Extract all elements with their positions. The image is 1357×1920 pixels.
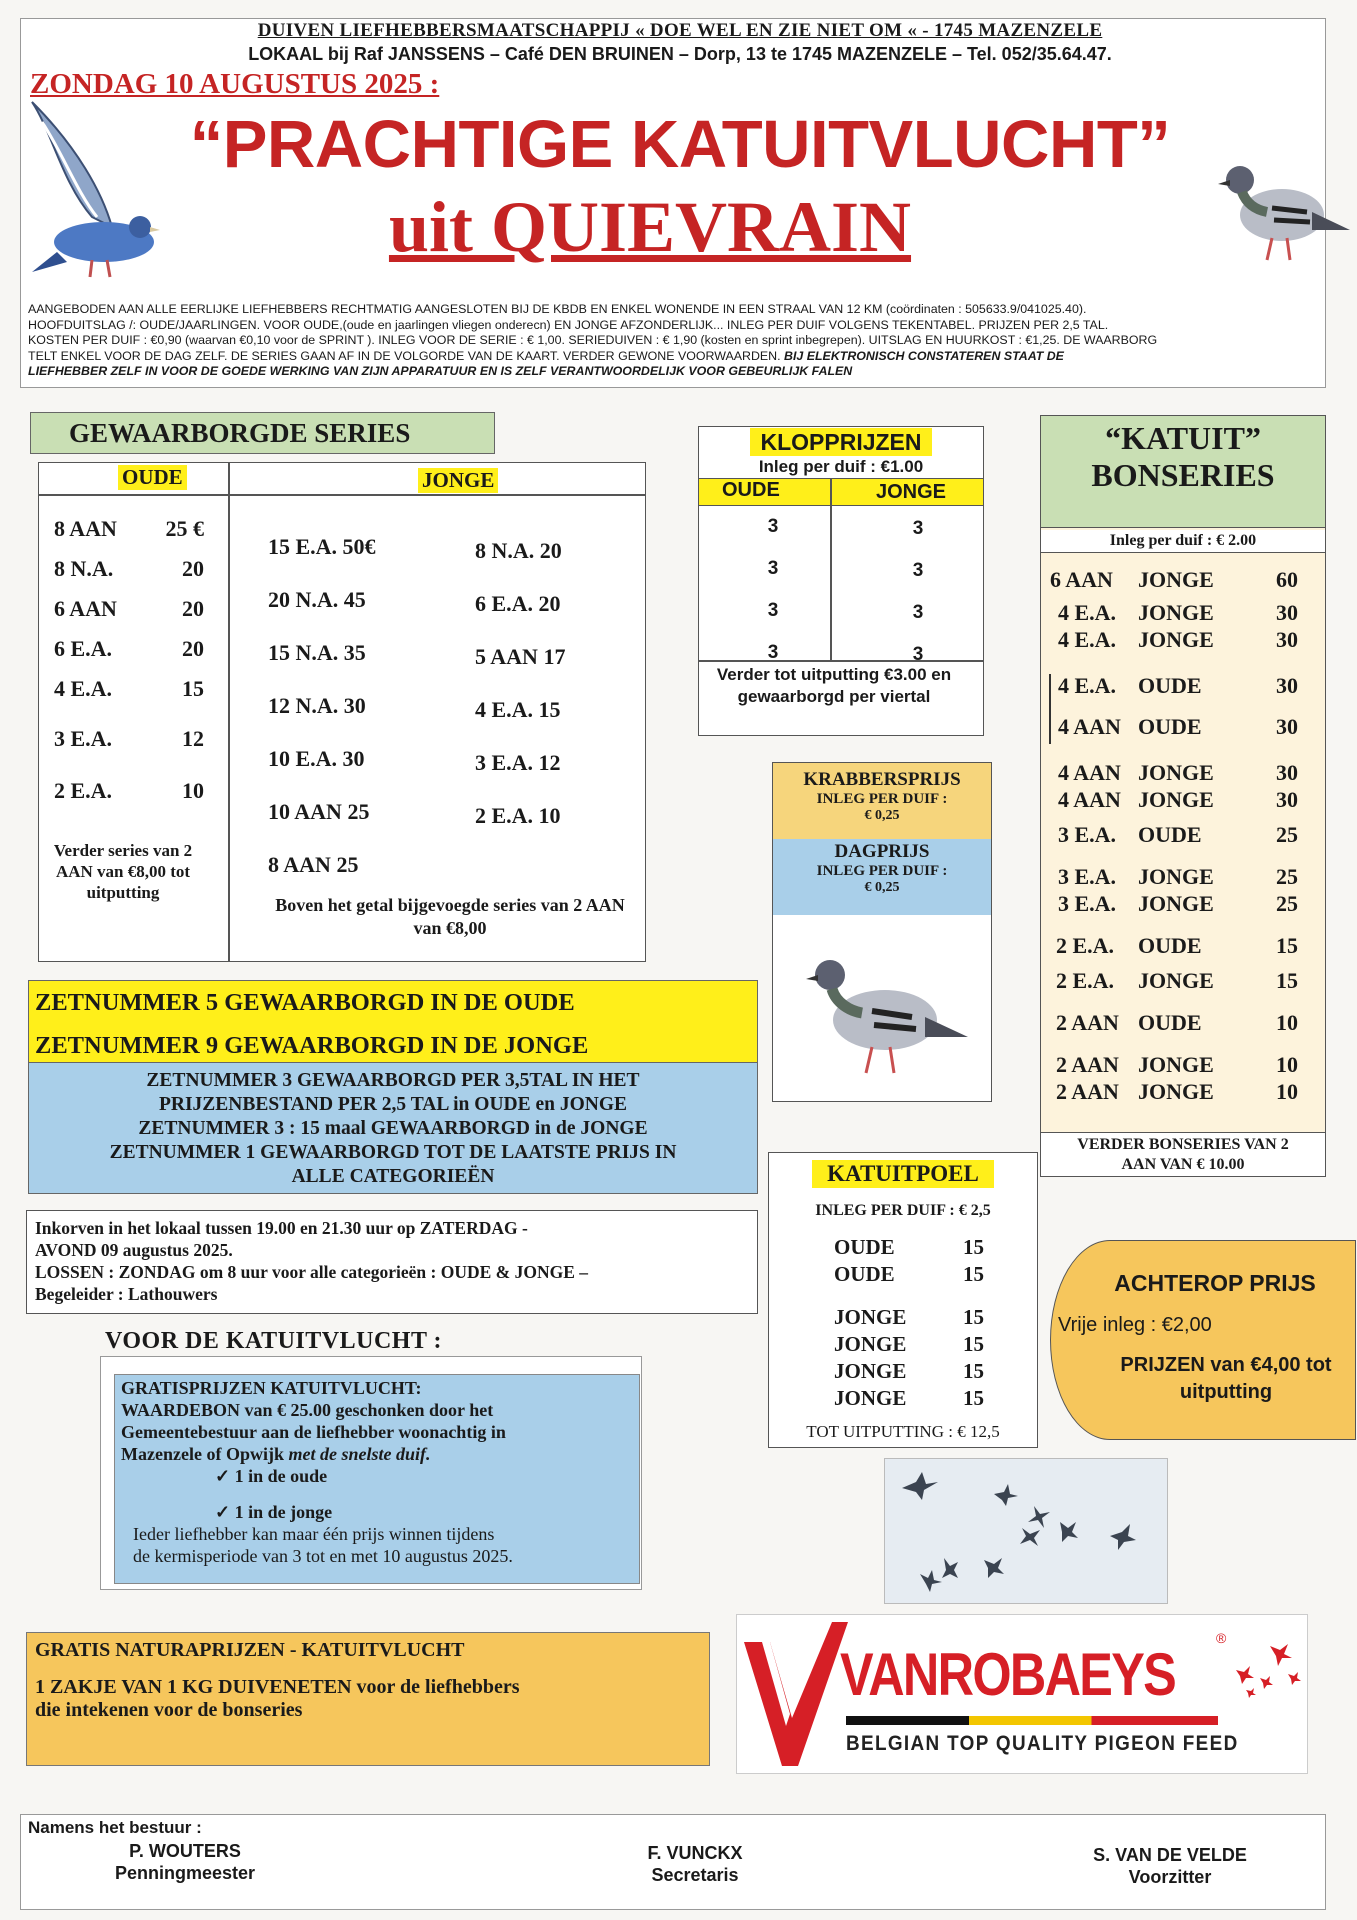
katuitpoel-row: OUDE 15 xyxy=(834,1262,984,1286)
flying-birds-icon xyxy=(1226,1640,1306,1704)
series-row: 5 AAN 17 xyxy=(475,644,566,669)
jonge-series-note: Boven het getal bijgevoegde series van 2 AAN van €8,00 xyxy=(275,895,625,938)
signatory-treasurer xyxy=(90,1840,280,1884)
gratisprijzen-text: WAARDEBON van € 25.00 geschonken door het xyxy=(121,1400,494,1420)
inkorven-line: LOSSEN : ZONDAG om 8 uur voor alle categorieën : OUDE & JONGE – xyxy=(35,1262,589,1282)
natura-box xyxy=(26,1632,710,1766)
checkmark-logo-icon xyxy=(740,1618,850,1768)
series-row: 6 E.A. 20 xyxy=(475,591,561,616)
achterop-title: ACHTEROP PRIJS xyxy=(1114,1270,1316,1296)
series-row: 15 N.A. 35 xyxy=(268,640,366,665)
pigeon-flying-icon xyxy=(22,92,162,282)
gratisprijzen-box xyxy=(114,1374,640,1584)
pigeon-standing-icon xyxy=(800,945,970,1085)
klopprijzen-title: KLOPPRIJZEN xyxy=(750,428,932,456)
klopprijs-value: 3 xyxy=(767,516,779,537)
klopprijzen-oude-list xyxy=(748,506,798,674)
bonseries-row: 4 E.A. OUDE 30 xyxy=(1058,673,1298,698)
zetnummer-line: ALLE CATEGORIEËN xyxy=(291,1166,495,1187)
series-row: 4 E.A. 15 xyxy=(475,697,561,722)
event-title: “PRACHTIGE KATUITVLUCHT” xyxy=(189,107,1171,182)
klopprijs-value: 3 xyxy=(912,518,924,539)
series-row: 20 N.A. 45 xyxy=(268,587,366,612)
series-row: 15 E.A. 50€ xyxy=(268,534,376,559)
club-line: DUIVEN LIEFHEBBERSMAATSCHAPPIJ « DOE WEL EN ZIE NIET OM « - 1745 MAZENZELE xyxy=(257,20,1103,41)
conditions-line: AANGEBODEN AAN ALLE EERLIJKE LIEFHEBBERS RECHTMATIG AANGESLOTEN BIJ DE KBDB EN ENKEL WONENDE IN EEN STRAAL VAN 12 KM (coördinaten : 505633.9/041025.40). xyxy=(28,302,1087,316)
series-row: 12 N.A. 30 xyxy=(268,693,366,718)
series-row: 2 E.A. 10 xyxy=(475,803,561,828)
katuitpoel-row: JONGE 15 xyxy=(834,1386,984,1410)
bonseries-note: VERDER BONSERIES VAN 2 AAN VAN € 10.00 xyxy=(1041,1132,1325,1176)
bonseries-row: 4 AAN JONGE 30 xyxy=(1058,787,1298,812)
zetnummer-info xyxy=(28,1062,758,1194)
achterop-inleg: Vrije inleg : €2,00 xyxy=(1058,1314,1212,1336)
inkorven-line: Inkorven in het lokaal tussen 19.00 en 21.30 uur op ZATERDAG - xyxy=(35,1218,528,1238)
bonseries-row: 6 AAN JONGE 60 xyxy=(1050,567,1298,592)
achterop-prizes: PRIJZEN van €4,00 tot uitputting xyxy=(1120,1354,1332,1403)
klopprijs-value: 3 xyxy=(767,642,779,663)
bonseries-row: 4 AAN JONGE 30 xyxy=(1058,760,1298,785)
katuitpoel-row: JONGE 15 xyxy=(834,1305,984,1329)
jonge-header: JONGE xyxy=(418,468,498,493)
zetnummer-oude-banner: ZETNUMMER 5 GEWAARBORGD IN DE OUDE xyxy=(28,980,758,1026)
series-row: 10 E.A. 30 xyxy=(268,746,365,771)
gratisprijzen-rule: Ieder liefhebber kan maar één prijs winnen tijdens xyxy=(133,1524,495,1544)
footer-intro: Namens het bestuur : xyxy=(28,1818,202,1837)
katuitpoel-note: TOT UITPUTTING : € 12,5 xyxy=(806,1422,1000,1441)
sponsor-name: VANROBAEYS xyxy=(840,1641,1176,1708)
series-title: GEWAARBORGDE SERIES xyxy=(30,412,495,454)
signatory-role: Secretaris xyxy=(651,1865,739,1885)
natura-title: GRATIS NATURAPRIJZEN - KATUITVLUCHT xyxy=(35,1639,465,1661)
signatory-role: Penningmeester xyxy=(114,1863,256,1883)
klopprijs-value: 3 xyxy=(912,560,924,581)
signatory-chairman xyxy=(1060,1844,1280,1888)
bonseries-inleg: Inleg per duif : € 2.00 xyxy=(1041,530,1325,553)
krabber-amount: € 0,25 xyxy=(864,808,900,823)
bonseries-row: 2 E.A. JONGE 15 xyxy=(1056,968,1298,993)
oude-series-list xyxy=(54,516,204,818)
conditions-line: HOOFDUITSLAG /: OUDE/JAARLINGEN. VOOR OUDE,(oude en jaarlingen vliegen onderecn) EN JONGE AFZONDERLIJK... INLEG PER DUIF VOLGENS TEKENTABEL. PRIJZEN PER 2,5 TAL. xyxy=(28,317,1109,332)
venue-line: LOKAAL bij Raf JANSSENS – Café DEN BRUINEN – Dorp, 13 te 1745 MAZENZELE – Tel. 052/35.64.47. xyxy=(248,44,1112,64)
katuitpoel-row: OUDE 15 xyxy=(834,1235,984,1259)
event-subtitle: uit QUIEVRAIN xyxy=(388,187,912,267)
klopprijzen-col-jonge: JONGE xyxy=(876,481,947,503)
gratisprijzen-check-jonge: ✓ 1 in de jonge xyxy=(215,1502,333,1522)
klopprijzen-inleg: Inleg per duif : €1.00 xyxy=(758,457,924,476)
dag-inleg: INLEG PER DUIF : xyxy=(816,863,948,879)
zetnummer-line: ZETNUMMER 1 GEWAARBORGD TOT DE LAATSTE PRIJS IN xyxy=(109,1142,677,1163)
signatory-secretary xyxy=(600,1842,790,1886)
zetnummer-jonge-banner: ZETNUMMER 9 GEWAARBORGD IN DE JONGE xyxy=(28,1026,758,1062)
bonseries-row: 4 AAN OUDE 30 xyxy=(1058,714,1298,739)
conditions-line: KOSTEN PER DUIF : €0,90 (waarvan €0,10 voor de SPRINT ). INLEG VOOR DE SERIE : € 1,00. SERIEDUIVEN : € 1,90 (kosten en sprint inbegrepen). UITSLAG EN HUURKOST : €1,25. DE WAARBORG xyxy=(28,333,1158,347)
zetnummer-line: ZETNUMMER 3 : 15 maal GEWAARBORGD in de JONGE xyxy=(138,1118,648,1139)
krabber-title: KRABBERSPRIJS xyxy=(803,769,961,790)
inkorven-line: AVOND 09 augustus 2025. xyxy=(35,1240,233,1260)
klopprijs-value: 3 xyxy=(767,600,779,621)
series-row: 8 N.A. 20 xyxy=(475,538,562,563)
signatory-name: S. VAN DE VELDE xyxy=(1093,1845,1247,1865)
series-row: 8 AAN 25 xyxy=(268,852,359,877)
gratisprijzen-check-oude: ✓ 1 in de oude xyxy=(215,1466,328,1486)
flying-birds-icon xyxy=(884,1458,1168,1604)
gratisprijzen-title: GRATISPRIJZEN KATUITVLUCHT: xyxy=(121,1378,422,1398)
krabber-box xyxy=(773,763,991,839)
jonge-series-col1 xyxy=(268,520,376,891)
signatory-name: F. VUNCKX xyxy=(647,1843,743,1863)
klopprijzen-col-oude: OUDE xyxy=(722,479,780,501)
dag-title: DAGPRIJS xyxy=(834,841,930,862)
bonseries-row: 3 E.A. OUDE 25 xyxy=(1058,822,1298,847)
series-row: 2 E.A. 10 xyxy=(54,778,204,803)
series-row: 6 E.A. 20 xyxy=(54,636,204,661)
zetnummer-line: PRIJZENBESTAND PER 2,5 TAL in OUDE en JONGE xyxy=(158,1094,628,1115)
conditions-text xyxy=(28,302,1328,380)
dag-box xyxy=(773,839,991,915)
series-row: 8 N.A. 20 xyxy=(54,556,204,581)
bonseries-row: 2 AAN JONGE 10 xyxy=(1056,1079,1298,1104)
sponsor-bar xyxy=(846,1716,1218,1725)
zetnummer-line: ZETNUMMER 3 GEWAARBORGD PER 3,5TAL IN HET xyxy=(146,1070,640,1091)
inkorven-line: Begeleider : Lathouwers xyxy=(35,1284,218,1304)
series-head-line xyxy=(38,494,646,496)
bonseries-row: 4 E.A. JONGE 30 xyxy=(1058,600,1298,625)
katuitpoel-title: KATUITPOEL xyxy=(812,1160,994,1188)
bonseries-row: 2 AAN JONGE 10 xyxy=(1056,1052,1298,1077)
gratisprijzen-text: Mazenzele of Opwijk met de snelste duif. xyxy=(121,1444,431,1464)
series-col-divider xyxy=(228,462,230,962)
klopprijs-value: 3 xyxy=(912,644,924,665)
series-row: 3 E.A. 12 xyxy=(475,750,561,775)
natura-line: die intekenen voor de bonseries xyxy=(35,1699,303,1721)
katuitpoel-inleg: INLEG PER DUIF : € 2,5 xyxy=(815,1202,991,1219)
gratisprijzen-rule: de kermisperiode van 3 tot en met 10 augustus 2025. xyxy=(133,1546,513,1566)
oude-series-note: Verder series van 2 AAN van €8,00 tot uitputting xyxy=(53,841,193,902)
klopprijs-value: 3 xyxy=(912,602,924,623)
dag-amount: € 0,25 xyxy=(864,880,900,895)
krabber-inleg: INLEG PER DUIF : xyxy=(816,791,948,807)
signatory-name: P. WOUTERS xyxy=(129,1841,241,1861)
klopprijzen-divider xyxy=(830,478,832,660)
bonseries-row: 3 E.A. JONGE 25 xyxy=(1058,864,1298,889)
conditions-line: LIEFHEBBER ZELF IN VOOR DE GOEDE WERKING VAN ZIJN APPARATUUR EN IS ZELF VERANTWOORDELIJK VOOR GEBEURLIJK FALEN xyxy=(28,364,853,378)
bonseries-row: 3 E.A. JONGE 25 xyxy=(1058,891,1298,916)
bonseries-row: 2 AAN OUDE 10 xyxy=(1056,1010,1298,1035)
signatory-role: Voorzitter xyxy=(1128,1867,1212,1887)
sponsor-registered: ® xyxy=(1216,1630,1227,1646)
katuitpoel-row: JONGE 15 xyxy=(834,1359,984,1383)
series-row: 8 AAN 25 € xyxy=(54,516,204,541)
klopprijs-value: 3 xyxy=(767,558,779,579)
katuitpoel-row: JONGE 15 xyxy=(834,1332,984,1356)
natura-line: 1 ZAKJE VAN 1 KG DUIVENETEN voor de liefhebbers xyxy=(35,1676,520,1698)
klopprijzen-note: Verder tot uitputting €3.00 en gewaarborgd per viertal xyxy=(716,665,952,706)
oude-header: OUDE xyxy=(118,465,187,490)
katuitpoel-list xyxy=(834,1234,984,1412)
pigeon-standing-icon xyxy=(1212,150,1352,275)
series-row: 6 AAN 20 xyxy=(54,596,204,621)
bonseries-list xyxy=(1050,566,1298,1105)
bonseries-row: 2 E.A. OUDE 15 xyxy=(1056,933,1298,958)
gratisprijzen-text: Gemeentebestuur aan de liefhebber woonachtig in xyxy=(121,1422,506,1442)
bonseries-title: “KATUIT” xyxy=(1105,420,1261,456)
series-row: 4 E.A. 15 xyxy=(54,676,204,701)
series-row: 3 E.A. 12 xyxy=(54,726,204,751)
event-date: ZONDAG 10 AUGUSTUS 2025 : xyxy=(30,68,440,100)
bonseries-row: 4 E.A. JONGE 30 xyxy=(1058,627,1298,652)
sponsor-tagline: BELGIAN TOP QUALITY PIGEON FEED xyxy=(846,1732,1239,1755)
bonseries-subtitle: BONSERIES xyxy=(1091,457,1275,493)
conditions-line: TELT ENKEL VOOR DE DAG ZELF. DE SERIES GAAN AF IN DE VOLGORDE VAN DE KAART. VERDER GEWONE VOORWAARDEN. BIJ ELEKTRONISCH CONSTATEREN STAAT DE xyxy=(28,348,1064,363)
bonseries-title-box xyxy=(1041,416,1325,528)
jonge-series-col2 xyxy=(475,524,565,842)
series-row: 10 AAN 25 xyxy=(268,799,370,824)
klopprijzen-jonge-list xyxy=(893,508,943,676)
inkorven-box xyxy=(26,1210,758,1314)
voor-heading: VOOR DE KATUITVLUCHT : xyxy=(105,1328,443,1354)
